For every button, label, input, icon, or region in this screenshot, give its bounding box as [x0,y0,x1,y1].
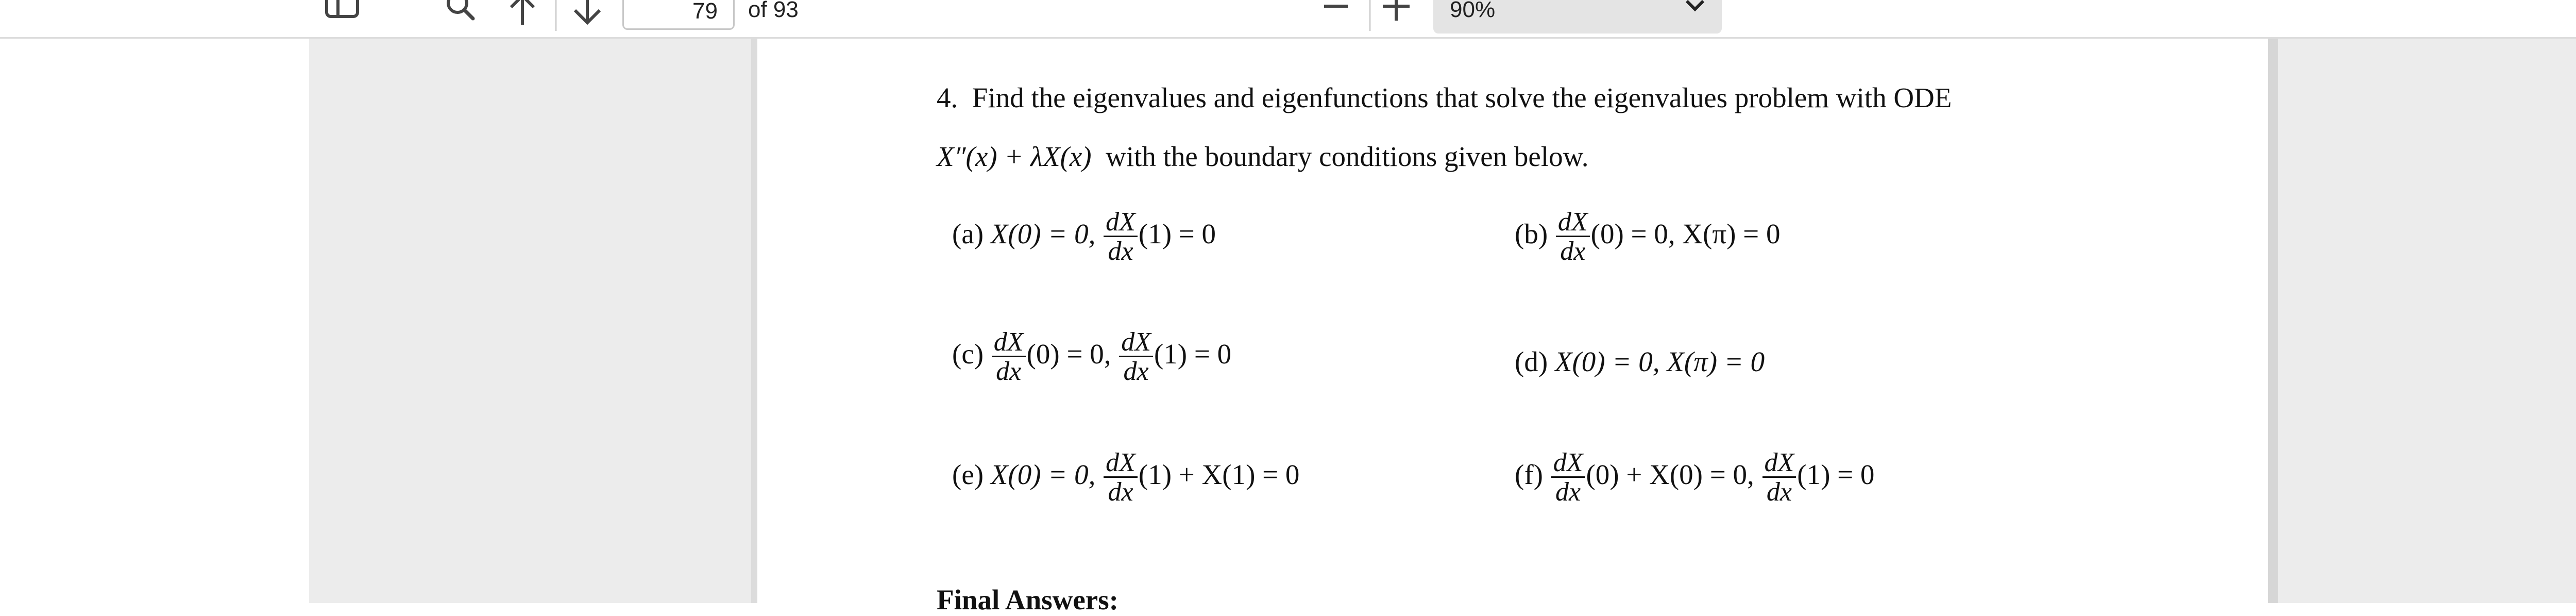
final-answers-heading: Final Answers: [937,584,1118,615]
problem-number: 4. [937,82,958,113]
derivative-fraction: $\frac{dX}{dx}$ [1551,449,1585,506]
problem-text-2: with the boundary conditions given below. [1106,141,1589,172]
math: X(0) = 0, [990,218,1096,250]
problem-text: Find the eigenvalues and eigenfunctions that solve the eigenvalues problem with ODE [972,82,1952,113]
condition-f [1515,449,1874,506]
math: (1) = 0 [1154,338,1232,370]
math: (1) = 0 [1797,459,1875,491]
zoom-select[interactable] [1433,0,1722,34]
math: (1) = 0 [1138,218,1216,250]
chevron-down-icon [1685,0,1705,15]
page-number-input[interactable] [622,0,735,30]
math: X(0) = 0, [990,459,1096,491]
page-number-value: 79 [692,0,718,24]
math: (0) = 0, [1026,338,1111,370]
pdf-page[interactable] [757,39,2268,603]
pdf-toolbar [0,0,2576,39]
page-total-label: of 93 [748,0,799,22]
condition-d [1515,345,1765,378]
item-label: (a) [952,218,984,250]
derivative-fraction: $\frac{dX}{dx}$ [992,329,1026,385]
derivative-fraction: $\frac{dX}{dx}$ [1104,209,1138,265]
problem-line-1 [937,81,1952,114]
derivative-fraction: $\frac{dX}{dx}$ [1119,329,1153,385]
derivative-fraction: $\frac{dX}{dx}$ [1556,209,1590,265]
item-label: (d) [1515,346,1548,377]
divider [1368,0,1371,31]
prev-page-icon[interactable] [507,0,538,28]
math: (0) + X(0) = 0, [1586,459,1754,491]
math: X(0) = 0, X(π) = 0 [1554,346,1765,377]
item-label: (c) [952,338,984,370]
math: (0) = 0, X(π) = 0 [1590,218,1781,250]
zoom-in-icon[interactable] [1381,0,1412,24]
condition-e [952,449,1299,506]
sidebar-icon[interactable] [325,0,361,26]
item-label: (e) [952,459,984,491]
item-label: (f) [1515,459,1543,491]
condition-c [952,329,1231,385]
derivative-fraction: $\frac{dX}{dx}$ [1762,449,1797,506]
viewer-left-margin [0,39,309,603]
math: (1) + X(1) = 0 [1138,459,1300,491]
item-label: (b) [1515,218,1548,250]
condition-b [1515,209,1780,265]
divider [554,0,557,31]
page-shadow [2268,39,2278,603]
problem-line-2 [937,140,1589,173]
zoom-value: 90% [1450,0,1496,22]
page-shadow [751,39,757,603]
zoom-out-icon[interactable] [1323,0,1349,15]
condition-a [952,209,1216,265]
search-icon[interactable] [444,0,477,27]
next-page-icon[interactable] [571,0,604,28]
derivative-fraction: $\frac{dX}{dx}$ [1104,449,1138,506]
ode-expression: X″(x) + λX(x) [937,141,1092,172]
